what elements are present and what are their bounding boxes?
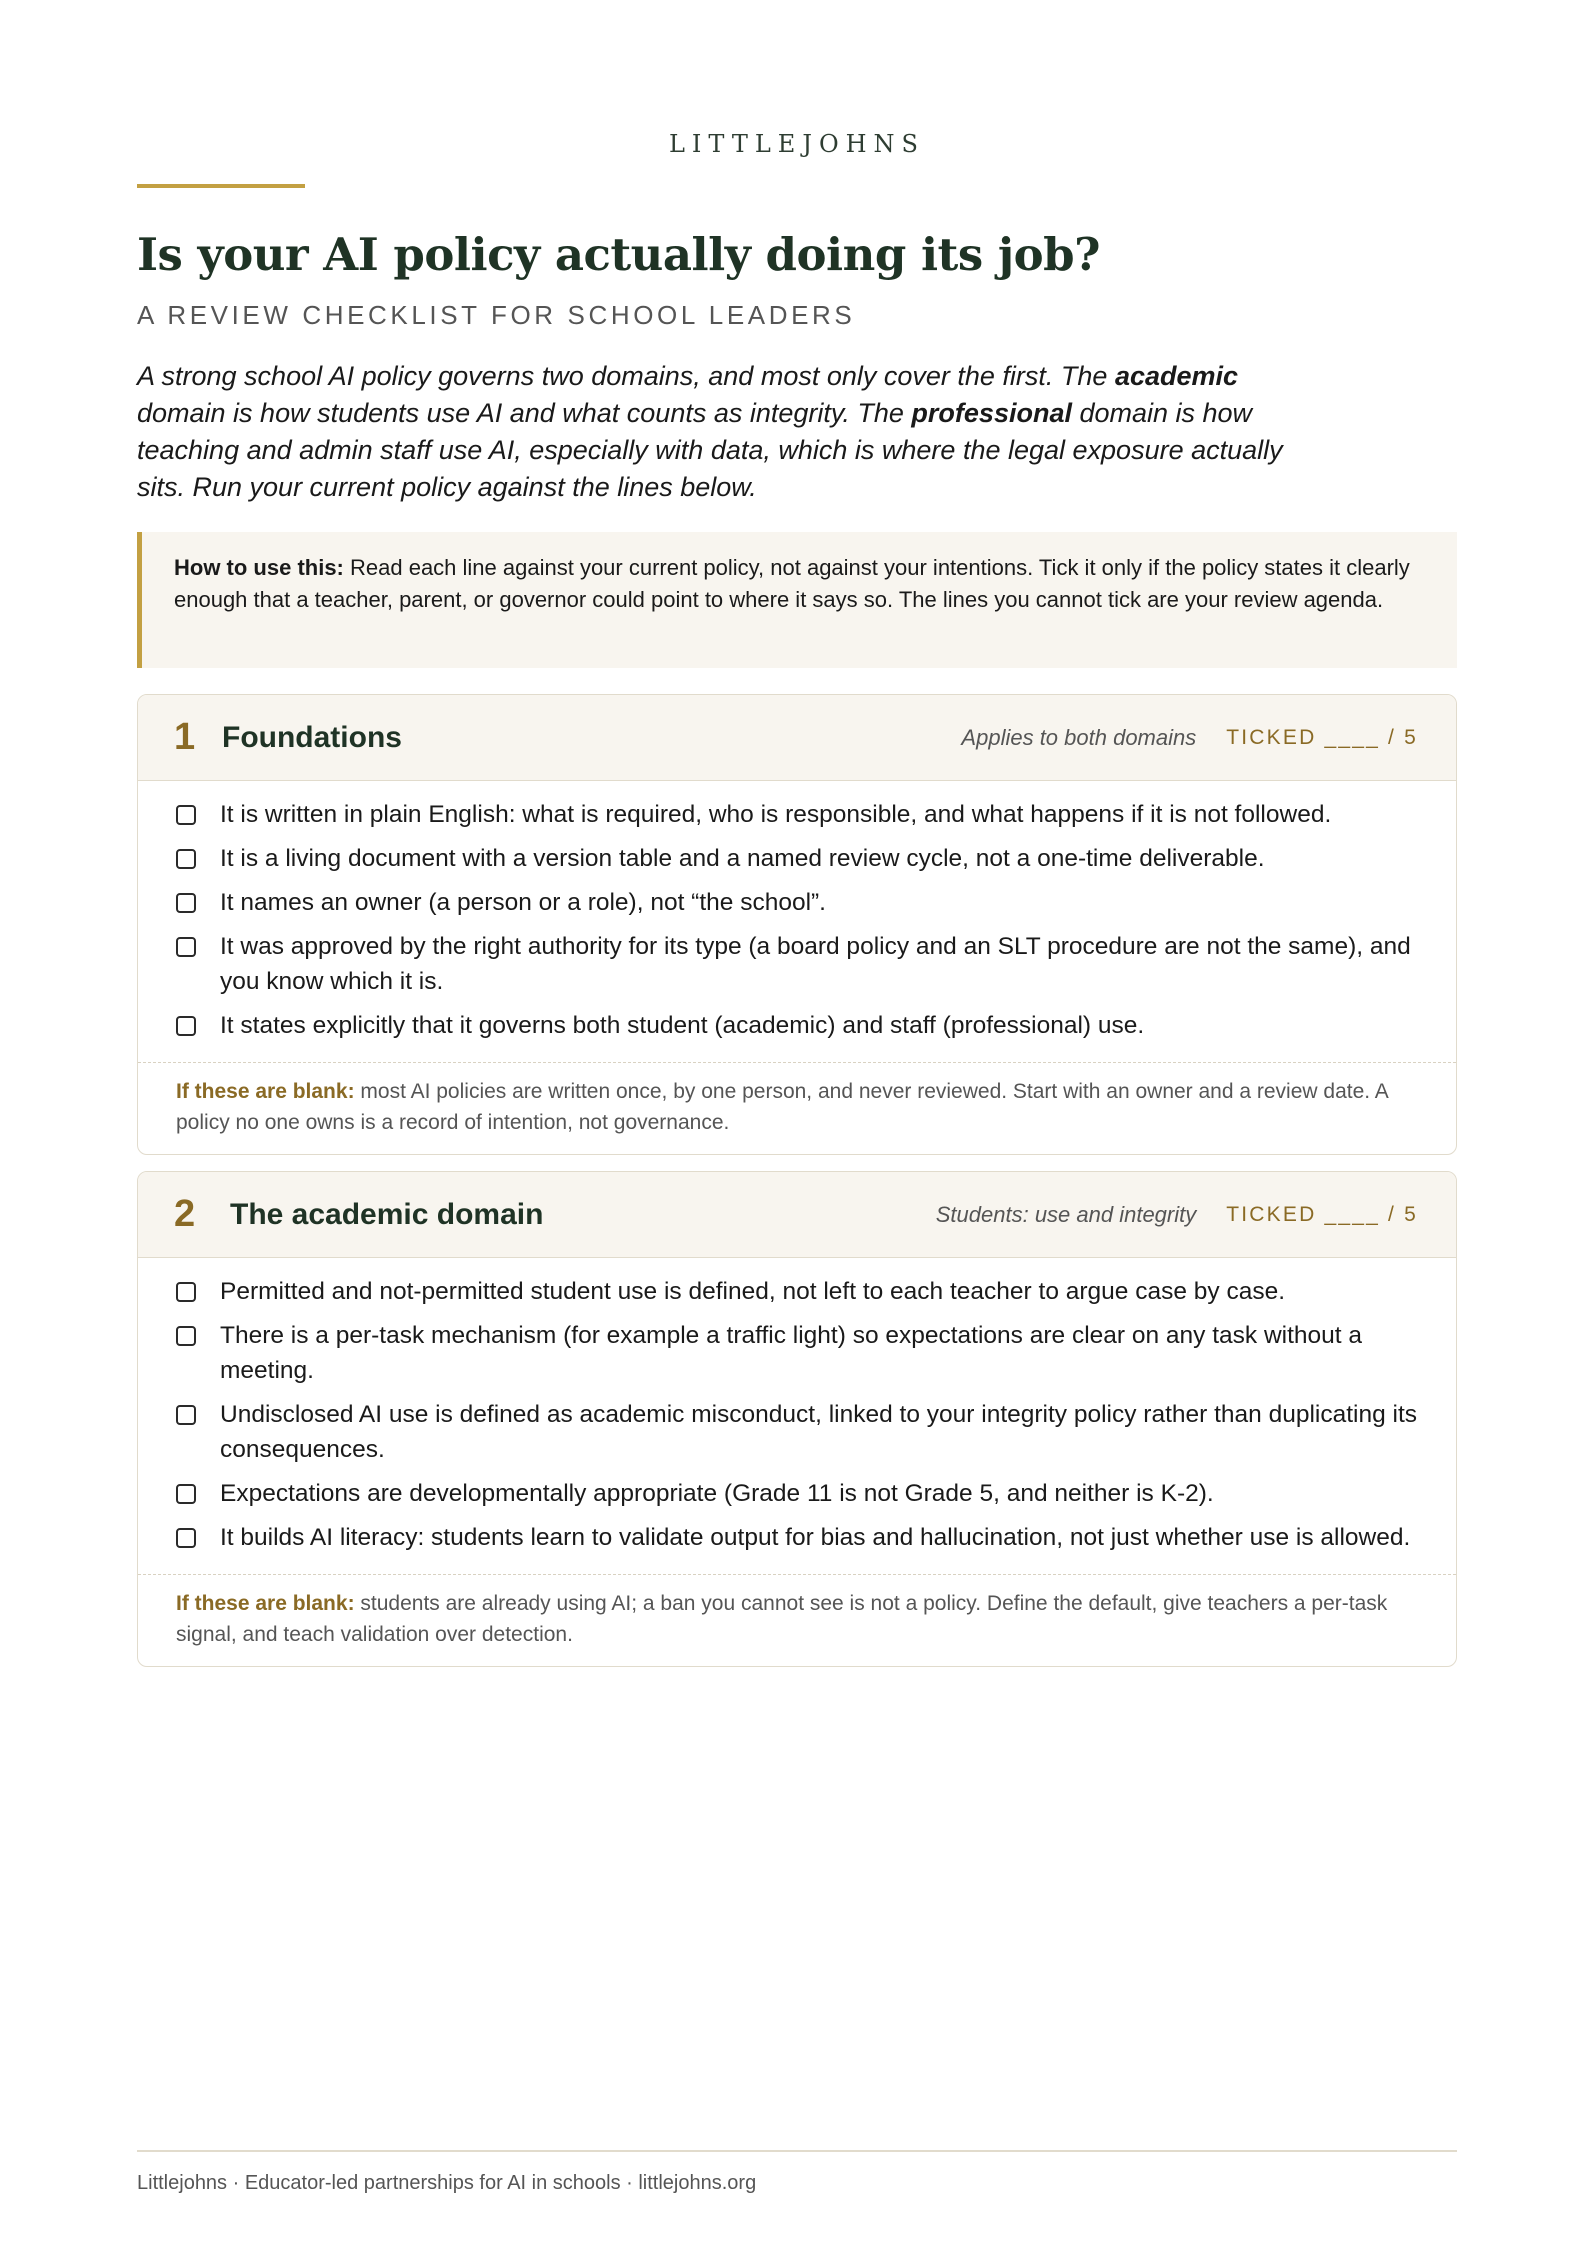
checkbox[interactable] (176, 893, 196, 913)
checkbox[interactable] (176, 1016, 196, 1036)
section-header (138, 1172, 1456, 1258)
ticked-counter: TICKED ____ / 5 (1226, 1202, 1418, 1226)
intro-paragraph (137, 358, 1287, 506)
footer-text: Littlejohns · Educator-led partnerships for AI in schools · littlejohns.org (137, 2172, 757, 2194)
checklist-item-text: It is written in plain English: what is required, who is responsible, and what happens if it is not followed. (220, 801, 1332, 828)
how-to-use-callout (137, 532, 1457, 668)
brand-logo: LITTLEJOHNS (668, 130, 925, 158)
section-card-academic-domain (137, 1171, 1457, 1667)
how-to-label: How to use this: (174, 555, 344, 580)
section-scope: Applies to both domains (961, 724, 1197, 750)
section-note (138, 1062, 1456, 1154)
checkbox[interactable] (176, 1282, 196, 1302)
checklist-item (176, 841, 1418, 876)
checkbox[interactable] (176, 1405, 196, 1425)
section-title: Foundations (222, 720, 402, 754)
section-note (138, 1574, 1456, 1666)
section-number: 2 (174, 1193, 196, 1235)
intro-emphasis-academic: academic (1114, 361, 1239, 391)
how-to-text: Read each line against your current policy, not against your intentions. Tick it only if the policy states it clearly enough that a teacher, parent, or governor could point to where it says so. The lines you cannot tick are your review agenda. (174, 555, 1410, 612)
checklist-item-text: It builds AI literacy: students learn to validate output for bias and hallucination, not just whether use is allowed. (220, 1524, 1411, 1551)
checklist-item-text: Permitted and not-permitted student use is defined, not left to each teacher to argue case by case. (220, 1278, 1286, 1305)
section-header (138, 695, 1456, 781)
checklist-item (176, 1318, 1418, 1388)
checklist-item (176, 1520, 1418, 1555)
checkbox[interactable] (176, 1528, 196, 1548)
footer-divider (137, 2150, 1457, 2152)
note-text: most AI policies are written once, by one person, and never reviewed. Start with an owner and a review date. A policy no one owns is a record of intention, not governance. (176, 1080, 1388, 1134)
intro-text: A strong school AI policy governs two domains, and most only cover the first. The (137, 361, 1115, 391)
checklist-item (176, 1397, 1418, 1467)
intro-text: domain is how teaching and admin staff use AI, especially with data, which is where the legal exposure actually sits. Run your current policy against the lines below. (137, 398, 1283, 502)
checkbox[interactable] (176, 849, 196, 869)
checklist-item-text: Expectations are developmentally appropriate (Grade 11 is not Grade 5, and neither is K-2). (220, 1480, 1214, 1507)
section-number: 1 (174, 716, 196, 758)
checklist (138, 1258, 1456, 1574)
checklist-item-text: It is a living document with a version table and a named review cycle, not a one-time deliverable. (220, 845, 1265, 872)
checklist-item-text: There is a per-task mechanism (for example a traffic light) so expectations are clear on any task without a meeting. (220, 1322, 1363, 1384)
section-title: The academic domain (230, 1197, 544, 1231)
page-title: Is your AI policy actually doing its job? (137, 228, 1100, 281)
note-label: If these are blank: (176, 1080, 355, 1103)
checkbox[interactable] (176, 1326, 196, 1346)
checklist-item (176, 1008, 1418, 1043)
checkbox[interactable] (176, 937, 196, 957)
checklist-item (176, 929, 1418, 999)
checklist-item (176, 885, 1418, 920)
checklist-item-text: It was approved by the right authority for its type (a board policy and an SLT procedure are not the same), and you know which it is. (220, 933, 1411, 995)
note-text: students are already using AI; a ban you cannot see is not a policy. Define the default, give teachers a per-task signal, and teach validation over detection. (176, 1592, 1388, 1646)
checklist-item-text: It names an owner (a person or a role), not “the school”. (220, 889, 826, 916)
page-subtitle: A REVIEW CHECKLIST FOR SCHOOL LEADERS (137, 300, 856, 330)
section-scope: Students: use and integrity (935, 1201, 1197, 1227)
intro-text: domain is how students use AI and what counts as integrity. The (137, 398, 912, 428)
checkbox[interactable] (176, 1484, 196, 1504)
ticked-counter: TICKED ____ / 5 (1226, 725, 1418, 749)
checkbox[interactable] (176, 805, 196, 825)
checklist-item-text: It states explicitly that it governs both student (academic) and staff (professional) use. (220, 1012, 1145, 1039)
accent-rule (137, 184, 305, 188)
checklist-item (176, 1476, 1418, 1511)
checklist-item (176, 1274, 1418, 1309)
intro-emphasis-professional: professional (911, 398, 1072, 428)
section-card-foundations (137, 694, 1457, 1155)
checklist-item-text: Undisclosed AI use is defined as academic misconduct, linked to your integrity policy rather than duplicating its consequences. (220, 1401, 1418, 1463)
note-label: If these are blank: (176, 1592, 355, 1615)
checklist-item (176, 797, 1418, 832)
checklist (138, 781, 1456, 1062)
